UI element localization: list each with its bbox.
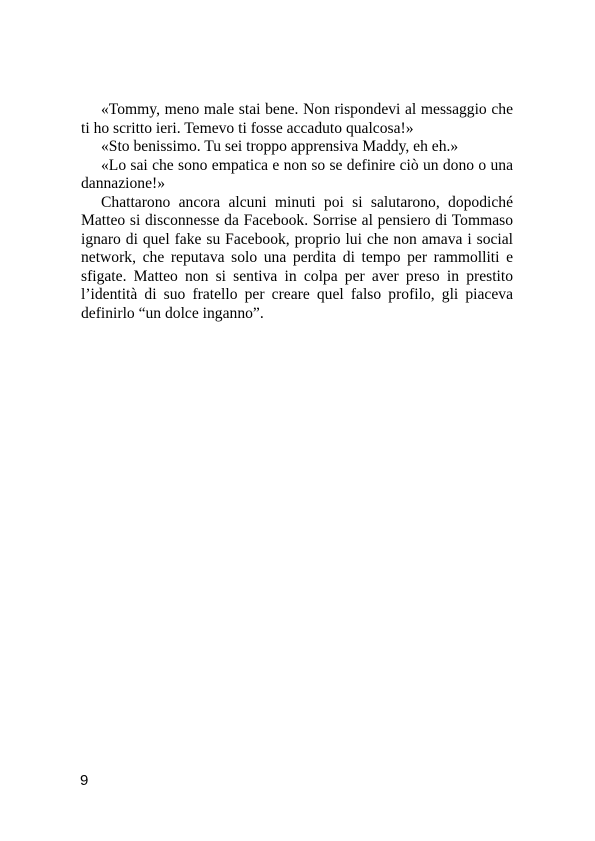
paragraph-1: «Tommy, meno male stai bene. Non rispondevi al messaggio che ti ho scritto ieri. Temevo ti fosse accaduto qualcosa!»	[81, 101, 513, 137]
paragraph-3: «Lo sai che sono empatica e non so se definire ciò un dono o una dannazione!»	[81, 156, 513, 192]
page-number: 9	[80, 772, 89, 789]
body-text	[81, 101, 513, 323]
paragraph-4: Chattarono ancora alcuni minuti poi si salutarono, dopodiché Matteo si disconnesse da Facebook. Sorrise al pensiero di Tommaso ignaro di quel fake su Facebook, proprio lui che non amava i social network, che reputava solo una perdita di tempo per rammolliti e sfigate. Matteo non si sentiva in colpa per aver preso in prestito l’identità di suo fratello per creare quel falso profilo, gli piaceva definirlo “un dolce inganno”.	[81, 193, 513, 322]
paragraph-2: «Sto benissimo. Tu sei troppo apprensiva Maddy, eh eh.»	[101, 138, 459, 155]
